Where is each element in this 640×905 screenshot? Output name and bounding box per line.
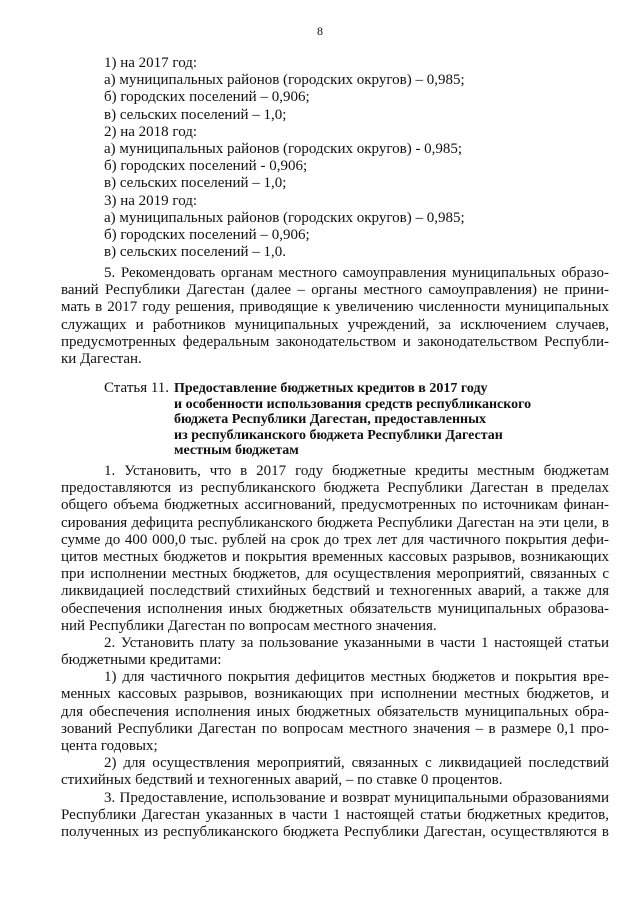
list-line: а) муниципальных районов (городских округов) – 0,985; [104, 209, 465, 226]
text-line: полученных из республиканского бюджета Республики Дагестан, осуществляются в [61, 823, 609, 840]
article-title-line: Предоставление бюджетных кредитов в 2017 году [174, 381, 488, 396]
list-line: 1) на 2017 год: [104, 55, 198, 71]
list-line: 2) на 2018 год: [104, 123, 198, 140]
text-line: ваний Республики Дагестан (далее – органы местного самоуправления) не прини- [61, 282, 609, 299]
article-title-line: и особенности использования средств республиканского [174, 396, 532, 412]
text-line: Республики Дагестан указанных в части 1 настоящей статьи бюджетных кредитов, [61, 806, 609, 823]
list-line: а) муниципальных районов (городских округов) - 0,985; [104, 140, 463, 157]
text-line: ки Дагестан. [61, 350, 142, 367]
text-line: предусмотренных федеральным законодательством и законодательством Республи- [61, 333, 609, 350]
list-line: в) сельских поселений – 1,0. [104, 244, 286, 261]
text-line: цитов местных бюджетов и покрытия временных кассовых разрывов, возникающих [61, 548, 609, 565]
list-line: в) сельских поселений – 1,0; [104, 106, 287, 123]
text-line: 2) для осуществления мероприятий, связанных с ликвидацией последствий [104, 755, 609, 772]
text-line: 3. Предоставление, использование и возврат муниципальными образованиями [104, 789, 609, 806]
list-line: б) городских поселений – 0,906; [104, 89, 310, 106]
text-line: сирования дефицита республиканского бюджета Республики Дагестан на эти цели, в [61, 514, 609, 531]
text-line: цента годовых; [61, 738, 158, 754]
text-line: 1. Установить, что в 2017 году бюджетные кредиты местным бюджетам [104, 463, 609, 479]
text-line: при исполнении местных бюджетов, для осуществления мероприятий, связанных с [61, 566, 609, 583]
page-number: 8 [317, 24, 323, 38]
article-body [61, 463, 609, 841]
text-line: сумме до 400 000,0 тыс. рублей на срок до трех лет для частичного покрытия дефи- [61, 531, 609, 548]
article-title-line: из республиканского бюджета Республики Дагестан [174, 427, 503, 443]
list-line: а) муниципальных районов (городских округов) – 0,985; [104, 72, 465, 89]
coefficients-list [61, 55, 609, 261]
list-line: б) городских поселений – 0,906; [104, 226, 310, 243]
article-title [174, 381, 531, 459]
text-line: мать в 2017 году решения, приводящие к увеличению численности муниципальных [61, 299, 609, 316]
article-title-line: местным бюджетам [174, 443, 299, 459]
article-label: Статья 11. [104, 380, 170, 396]
article-title-line: бюджета Республики Дагестан, предоставленных [174, 412, 487, 428]
text-line: для обеспечения исполнения иных бюджетных обязательств муниципальных обра- [61, 703, 609, 720]
text-line: общего объема бюджетных ассигнований, предусмотренных по источникам финан- [61, 497, 609, 514]
text-line: 1) для частичного покрытия дефицитов местных бюджетов и покрытия вре- [104, 669, 609, 686]
list-line: 3) на 2019 год: [104, 192, 198, 209]
text-line: ний Республики Дагестан по вопросам местного значения. [61, 617, 437, 634]
paragraph-5 [61, 265, 609, 368]
text-line: 2. Установить плату за пользование указанными в части 1 настоящей статьи [104, 634, 609, 651]
text-line: 5. Рекомендовать органам местного самоуправления муниципальных образо- [104, 265, 609, 281]
list-line: в) сельских поселений – 1,0; [104, 175, 287, 192]
text-line: служащих и работников муниципальных учреждений, за исключением случаев, [61, 316, 609, 333]
list-line: б) городских поселений - 0,906; [104, 158, 308, 175]
text-line: зований Республики Дагестан по вопросам местного значения – в размере 0,1 про- [61, 720, 609, 737]
text-line: менных кассовых разрывов, возникающих при исполнении местных бюджетов, и [61, 686, 609, 703]
text-line: ликвидацией последствий стихийных бедствий и техногенных аварий, а также для [61, 583, 609, 600]
text-line: обеспечения исполнения иных бюджетных обязательств муниципальных образова- [61, 600, 609, 617]
text-line: предоставляются из республиканского бюджета Республики Дагестан в пределах [61, 480, 609, 497]
text-line: стихийных бедствий и техногенных аварий, – по ставке 0 процентов. [61, 772, 503, 789]
text-line: бюджетными кредитами: [61, 652, 222, 669]
